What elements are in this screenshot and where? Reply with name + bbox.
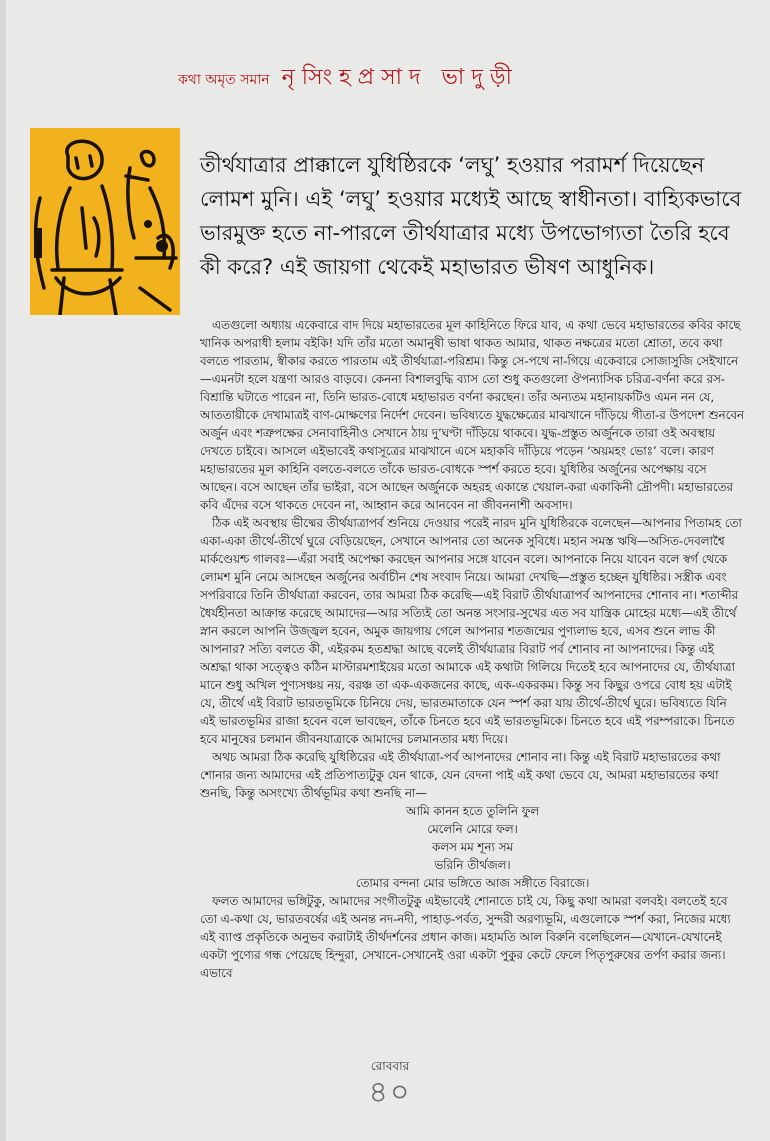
paragraph: এতগুলো অধ্যায় একেবারে বাদ দিয়ে মহাভারতের মূল কাহিনিতে ফিরে যাব, এ কথা ভেবে মহাভারতের কবির কাছে খানিক অপরাধী হলাম বইকি! যদি তাঁর মতো অমানুষী ভাষা থাকত আমার, থাকত নক্ষত্রের মতো শ্রোতা, তবে কথা বলতে পারতাম, স্বীকার করতে পারতাম এই তীর্থযাত্রা-পরিশ্রম। কিন্তু সে-পথে না-গিয়ে একেবারে সোজাসুজি সেইখানে—এমনটা হলে যন্ত্রণা আরও বাড়বে। কেননা বিশালবুদ্ধি ব্যাস তো শুধু কতগুলো ঔপন্যাসিক চরিত্র-বর্ণনা করে রস-বিশ্রান্তি ঘটাতে পারেন না, তিনি ভারত-বোধে মহাভারত বর্ণনা করছেন। তাঁর অন্যতম মহানায়কটিও এমন নন যে, আততায়ীকে দেখামাত্রই বাণ-মোক্ষণের নির্দেশ দেবেন। ভবিষ্যতে যুদ্ধক্ষেত্রের মাঝখানে দাঁড়িয়ে গীতা-র উপদেশ শুনবেন অর্জুন এবং শত্রুপক্ষের সেনাবাহিনীও সেখানে ঠায় দু’ঘণ্টা দাঁড়িয়ে থাকবে। যুদ্ধ-প্রস্তুত অর্জুনকে তারা ওই অবস্থায় দেখতে চাইবে। আসলে এইভাবেই কথাসূত্রের মাঝখানে এসে মহাকবি দাঁড়িয়ে পড়েন ‘অয়মহং ভোঃ’ বলে। কারণ মহাভারতের মূল কাহিনি বলতে-বলতে তাঁকে ভারত-বোধকে স্পর্শ করতে হবে। যুধিষ্ঠির অর্জুনের অপেক্ষায় বসে আছেন। বসে আছেন তাঁর ভাইরা, বসে আছেন অর্জুনকে অহরহ একান্তে খেয়াল-করা একাকিনী দ্রৌপদী। মহাভারতের কবি এঁদের বসে থাকতে দেবেন না, আহ্বান করে আনবেন না জীবননাশী অবসাদ। bbox=[200, 318, 744, 512]
sketch-drawing bbox=[30, 128, 180, 315]
author-name: নৃসিংহপ্রসাদ ভাদুড়ী bbox=[281, 65, 519, 90]
poem-verse bbox=[200, 802, 745, 892]
poem-line: তোমার বন্দনা মোর ভঙ্গিতে আজ সঙ্গীতে বিরাজে। bbox=[355, 876, 590, 890]
poem-line: ভরিনি তীর্থজল। bbox=[434, 858, 511, 872]
paragraph: ঠিক এই অবস্থায় ভীষ্মের তীর্থযাত্রাপর্ব শুনিয়ে দেওয়ার পরেই নারদ মুনি যুধিষ্ঠিরকে বলেছেন—আপনার পিতামহ তো একা-একা তীর্থে-তীর্থে ঘুরে বেড়িয়েছেন, সেখানে আপনার তো অনেক সুবিধে। মহান সমস্ত ঋষি—অসিত-দেবলাশ্বৈ মার্কণ্ডেয়শ্চ গালবঃ—এঁরা সবাই অপেক্ষা করছেন আপনার সঙ্গে যাবেন বলে। আপনাকে নিয়ে যাবেন বলে স্বর্গ থেকে লোমশ মুনি নেমে আসছেন অর্জুনের অর্বাচীন শেষ সংবাদ নিয়ে। আমরা দেখছি—প্রস্তুত হচ্ছেন যুধিষ্ঠির। সস্ত্রীক এবং সপরিবারে তিনি তীর্থযাত্রা করবেন, তার আমরা ঠিক করেছি—এই বিরাট তীর্থযাত্রাপর্ব আপনাদের শোনাব না। শতাব্দীর ধৈর্যহীনতা আক্রান্ত করেছে আমাদের—আর সত্যিই তো অনন্ত সংসার-সুখের এত সব যান্ত্রিক মোহের মধ্যে—এই তীর্থে স্নান করলে আপনি উজ্জ্বল হবেন, অমুক জায়গায় গেলে আপনার শতজন্মের পুণ্যলাভ হবে, এসব শুনে লাভ কী আপনার? সত্যি বলতে কী, এইরকম হতশ্রদ্ধা আছে বলেই তীর্থযাত্রার বিরাট পর্ব শোনাব না আপনাদের। কিন্তু এই অশ্রদ্ধা থাকা সত্ত্বেও কঠিন মাস্টারমশাইয়ের মতো আমাকে এই কথাটা গিলিয়ে দিতেই হবে আপনাদের যে, তীর্থযাত্রা মানে শুধু অখিল পুণ্যসঞ্চয় নয়, বরঞ্চ তা এক-একজনের কাছে, এক-একরকম। কিন্তু সব কিছুর ওপরে বোধ হয় এটাই যে, তীর্থে এই বিরাট ভারতভূমিকে চিনিয়ে দেয়, ভারতমাতাকে যেন স্পর্শ করা যায় তীর্থে-তীর্থে ঘুরে। ভবিষ্যতে যিনি এই ভারতভূমির রাজা হবেন বলে ভাবছেন, তাঁকে চিনতে হবে এই ভারতভূমিকে। চিনতে হবে এই পরম্পরাকে। চিনতে হবে মানুষের চলমান জীবনযাত্রাকে আমাদের চলমানতার মধ্য দিয়ে। bbox=[200, 516, 742, 746]
poem-line: কলস মম শূন্য সম bbox=[432, 840, 513, 854]
page-edge bbox=[0, 0, 6, 1141]
magazine-name: রোববার bbox=[370, 1059, 410, 1073]
column-name: কথা অমৃত সমান bbox=[178, 72, 270, 88]
paragraph: অথচ আমরা ঠিক করেছি যুধিষ্ঠিরের এই তীর্থযাত্রা-পর্ব আপনাদের শোনাব না। কিন্তু এই বিরাট মহাভারতের কথা শোনার জন্য আমাদের এই প্রতিপাত্যটুকু যেন থাকে, যেন বেদনা পাই এই কথা ভেবে যে, আমরা মহাভারতের কথা শুনছি, কিন্তু অসংখ্যে তীর্থভূমির কথা শুনছি না— bbox=[200, 750, 721, 800]
illustration-sketch bbox=[30, 128, 180, 315]
poem-line: আমি কানন হতে তুলিনি ফুল bbox=[405, 804, 540, 818]
paragraph: ফলত আমাদের ভঙ্গিটুকু, আমাদের সংগীতটুকু এইভাবেই শোনাতে চাই যে, কিছু কথা আমরা বলবই। বলতেই হবে তো এ-কথা যে, ভারতবর্ষের এই অনন্ত নদ-নদী, পাহাড়-পর্বত, সুন্দরী অরণ্যভূমি, এগুলোকে স্পর্শ করা, নিজের মধ্যে এই ব্যাপ্ত প্রকৃতিকে অনুভব করাটাই তীর্থদর্শনের প্রধান কাজ। মহামতি আল বিরুনি বলেছিলেন—যেখানে-যেখানেই একটা পুণ্যের গন্ধ পেয়েছে হিন্দুরা, সেখানে-সেখানেই ওরা একটা পুকুর কেটে ফেলে পিতৃপুরুষের তর্পণ করার জন্য। এভাবে bbox=[200, 894, 731, 980]
article-body bbox=[200, 316, 745, 982]
pull-quote: তীর্থযাত্রার প্রাক্কালে যুধিষ্ঠিরকে ‘লঘু’ হওয়ার পরামর্শ দিয়েছেন লোমশ মুনি। এই ‘লঘু’ হওয়ার মধ্যেই আছে স্বাধীনতা। বাহ্যিকভাবে ভারমুক্ত হতে না-পারলে তীর্থযাত্রার মধ্যে উপভোগ্যতা তৈরি হবে কী করে? এই জায়গা থেকেই মহাভারত ভীষণ আধুনিক। bbox=[200, 153, 742, 279]
poem-line: মেলেনি মোরে ফল। bbox=[427, 822, 518, 836]
page-number: ৪০ bbox=[368, 1075, 412, 1110]
page-footer bbox=[300, 1058, 480, 1108]
page-header bbox=[178, 60, 738, 97]
